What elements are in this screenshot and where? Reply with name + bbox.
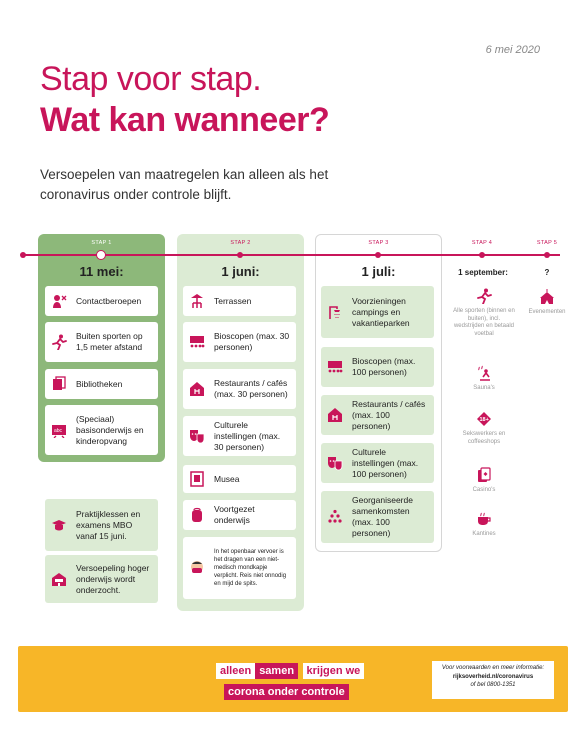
step-1-item [45, 405, 158, 455]
step-4-item [452, 511, 516, 539]
step-4-label: STAP 4 [471, 240, 493, 246]
step-4-item [452, 467, 516, 495]
step-3-dot [375, 252, 381, 258]
step-4-date: 1 september: [458, 268, 508, 277]
item-label: Culturele instellingen (max. 100 personen) [352, 446, 419, 479]
step-3-item [321, 443, 434, 483]
step-5-dot [544, 252, 550, 258]
step-5-label: STAP 5 [536, 240, 558, 246]
svg-text:abc: abc [54, 428, 63, 434]
item-label: Musea [214, 473, 240, 484]
shower-icon [325, 302, 345, 322]
theater-masks-icon [187, 426, 207, 446]
item-label: Evenementen [528, 309, 566, 315]
step-5-item [522, 289, 572, 317]
info-link[interactable]: rijksoverheid.nl/coronavirus [452, 673, 534, 680]
step-1-item [45, 369, 158, 399]
info-line-3: of bel 0800-1351 [470, 682, 516, 688]
item-label: Restaurants / cafés (max. 30 personen) [214, 378, 288, 399]
step-2-item [183, 369, 296, 409]
step-1-dot [96, 250, 106, 260]
item-label: Culturele instellingen (max. 30 personen) [214, 419, 281, 452]
item-label: Versoepeling hoger onderwijs wordt onderzocht. [76, 562, 150, 595]
item-label: Bioscopen (max. 30 personen) [214, 331, 290, 352]
books-icon [49, 374, 69, 394]
slogan-word: krijgen we [303, 663, 365, 679]
backpack-icon [187, 505, 207, 525]
intro-text: Versoepelen van maatregelen kan alleen als het coronavirus onder controle blijft. [40, 167, 329, 202]
circus-tent-icon [539, 289, 555, 305]
item-label: Voorzieningen campings en vakantieparken [352, 295, 410, 328]
step-1-extra-item [45, 555, 158, 603]
group-icon [325, 507, 345, 527]
step-1-extra-item [45, 499, 158, 551]
item-label: Georganiseerde samenkomsten (max. 100 personen) [352, 495, 413, 538]
item-label: Sekswerkers en coffeeshops [462, 431, 506, 445]
item-label: Bibliotheken [76, 378, 123, 389]
item-label: Contactberoepen [76, 295, 142, 306]
info-box [432, 661, 554, 699]
cinema-seats-icon [325, 357, 345, 377]
hairdresser-icon [49, 291, 69, 311]
title-line-2: Wat kan wanneer? [40, 101, 330, 139]
eighteen-plus-icon [476, 411, 492, 427]
step-4-dot [479, 252, 485, 258]
playing-cards-icon [476, 467, 492, 483]
step-2-item [183, 537, 296, 599]
step-3-item [321, 491, 434, 543]
item-label: Voortgezet onderwijs [214, 504, 255, 525]
museum-icon [187, 469, 207, 489]
restaurant-icon [187, 379, 207, 399]
step-2-item [183, 322, 296, 362]
date-label: 6 mei 2020 [485, 44, 540, 56]
step-4-item [446, 411, 522, 446]
item-label: Buiten sporten op 1,5 meter afstand [76, 331, 143, 352]
item-label: Bioscopen (max. 100 personen) [352, 356, 416, 377]
item-label: Praktijklessen en examens MBO vanaf 15 juni. [76, 508, 141, 541]
step-2-item [183, 416, 296, 456]
terrace-icon [187, 291, 207, 311]
school-board-icon [49, 420, 69, 440]
title-line-1: Stap voor stap. [40, 60, 262, 98]
item-label: (Speciaal) basisonderwijs en kinderopvang [76, 413, 144, 446]
step-1-item [45, 322, 158, 362]
running-person-icon [476, 288, 492, 304]
running-person-icon [49, 332, 69, 352]
step-2-date: 1 juni: [221, 264, 260, 279]
step-2-dot [237, 252, 243, 258]
step-2-item [183, 465, 296, 493]
slogan-word: alleen [216, 663, 255, 679]
cinema-seats-icon [187, 332, 207, 352]
sauna-icon [476, 365, 492, 381]
step-2-item [183, 500, 296, 530]
coffee-cup-icon [476, 511, 492, 527]
step-4-item [452, 365, 516, 393]
restaurant-icon [325, 405, 345, 425]
graduation-cap-icon [49, 515, 69, 535]
item-label: Kantines [472, 531, 496, 537]
item-label: Terrassen [214, 295, 252, 306]
step-1-label: STAP 1 [91, 240, 112, 246]
svg-text:18+: 18+ [479, 417, 489, 423]
slogan-word: samen [255, 663, 298, 679]
step-3-item [321, 395, 434, 435]
item-label: In het openbaar vervoer is het dragen van een niet-medisch mondkapje verplicht. Reis niet onnodig en mijd de spits. [214, 549, 287, 587]
slogan [216, 661, 364, 703]
item-label: Restaurants / cafés (max. 100 personen) [352, 398, 426, 431]
step-2-label: STAP 2 [230, 240, 251, 246]
slogan-word: corona onder controle [224, 684, 349, 700]
step-5-date: ? [544, 268, 550, 277]
face-mask-icon [187, 558, 207, 578]
step-3-label: STAP 3 [368, 240, 389, 246]
step-3-item [321, 347, 434, 387]
step-3-item [321, 286, 434, 338]
item-label: Alle sporten (binnen en buiten), incl. wedstrijden en betaald voetbal [453, 308, 515, 337]
school-building-icon [49, 569, 69, 589]
step-4-item [452, 288, 516, 338]
item-label: Sauna's [473, 385, 495, 391]
item-label: Casino's [472, 487, 496, 493]
step-2-item [183, 286, 296, 316]
info-line-1: Voor voorwaarden en meer informatie: [441, 665, 545, 671]
step-1-item [45, 286, 158, 316]
step-3-date: 1 juli: [361, 264, 396, 279]
theater-masks-icon [325, 453, 345, 473]
timeline-start-dot [20, 252, 26, 258]
step-1-date: 11 mei: [79, 264, 124, 279]
